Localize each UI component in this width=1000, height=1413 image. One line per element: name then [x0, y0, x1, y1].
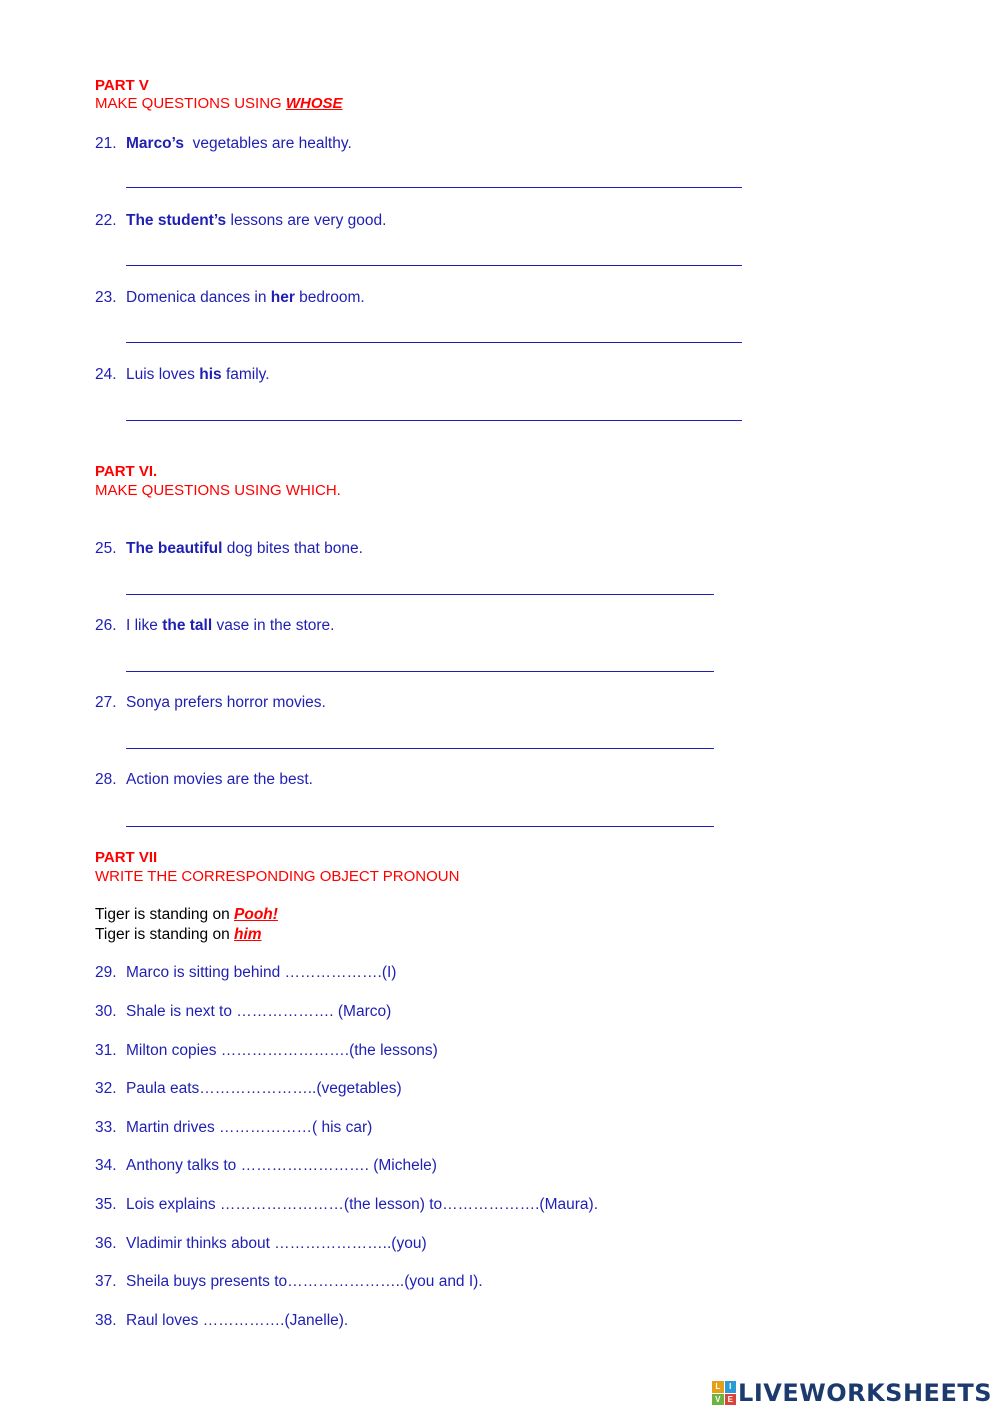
part-6-subtitle: MAKE QUESTIONS USING WHICH. [95, 482, 341, 499]
question-bold: his [199, 366, 222, 383]
question-pre: I like [126, 617, 163, 634]
question-bold: her [270, 289, 295, 306]
question-bold: the tall [162, 617, 213, 634]
question-25 [95, 539, 795, 559]
part-5-subtitle-emphasis: WHOSE [285, 95, 343, 112]
question-number: 22. [95, 212, 117, 229]
question-pre: Luis loves [126, 366, 200, 383]
question-text[interactable]: Shale is next to ………………. (Marco) [126, 1003, 392, 1020]
part-5-subtitle-prefix: MAKE QUESTIONS USING [95, 95, 286, 112]
question-number: 28. [95, 771, 117, 788]
answer-line-26[interactable] [126, 671, 714, 672]
liveworksheets-logo-icon [712, 1381, 736, 1405]
question-22 [95, 211, 795, 231]
example-line-2 [95, 925, 262, 945]
question-text: vase in the store. [212, 617, 335, 634]
question-text[interactable]: Lois explains ……………………(the lesson) to……………….(Maura). [126, 1196, 599, 1213]
question-32 [95, 1079, 795, 1099]
example-prefix: Tiger is standing on [95, 906, 235, 923]
question-30 [95, 1002, 795, 1022]
part-6-title: PART VI. [95, 463, 158, 480]
question-21 [95, 134, 795, 154]
question-28 [95, 770, 795, 790]
liveworksheets-logo[interactable] [712, 1379, 992, 1407]
question-26 [95, 616, 795, 636]
question-number: 23. [95, 289, 117, 306]
part-5-title: PART V [95, 77, 149, 94]
question-text: vegetables are healthy. [184, 135, 352, 152]
question-text: Sonya prefers horror movies. [126, 694, 326, 711]
question-31 [95, 1041, 795, 1061]
question-number: 30. [95, 1003, 117, 1020]
answer-line-22[interactable] [126, 265, 742, 266]
question-text: lessons are very good. [226, 212, 387, 229]
question-text: family. [221, 366, 270, 383]
question-text: bedroom. [294, 289, 365, 306]
part-7-title: PART VII [95, 849, 158, 866]
example-emphasis: him [234, 926, 262, 943]
question-number: 26. [95, 617, 117, 634]
logo-icon-letter: I [725, 1381, 737, 1393]
question-number: 25. [95, 540, 117, 557]
question-27 [95, 693, 795, 713]
question-bold: The beautiful [126, 540, 223, 557]
liveworksheets-logo-text: LIVEWORKSHEETS [738, 1379, 992, 1407]
question-number: 31. [95, 1042, 117, 1059]
question-number: 27. [95, 694, 117, 711]
question-number: 38. [95, 1312, 117, 1329]
example-emphasis: Pooh! [234, 906, 278, 923]
logo-icon-letter: E [725, 1394, 737, 1406]
part-7-subtitle: WRITE THE CORRESPONDING OBJECT PRONOUN [95, 868, 460, 885]
question-text: dog bites that bone. [222, 540, 363, 557]
question-text[interactable]: Martin drives ………………( his car) [126, 1119, 373, 1136]
answer-line-27[interactable] [126, 748, 714, 749]
question-pre: Domenica dances in [126, 289, 271, 306]
question-29 [95, 963, 795, 983]
question-number: 21. [95, 135, 117, 152]
question-text[interactable]: Milton copies …………………….(the lessons) [126, 1042, 438, 1059]
question-text[interactable]: Raul loves …………….(Janelle). [126, 1312, 349, 1329]
question-number: 29. [95, 964, 117, 981]
question-bold: The student’s [126, 212, 227, 229]
example-prefix: Tiger is standing on [95, 926, 235, 943]
logo-icon-letter: L [712, 1381, 724, 1393]
answer-line-24[interactable] [126, 420, 742, 421]
question-33 [95, 1118, 795, 1138]
answer-line-28[interactable] [126, 826, 714, 827]
question-number: 37. [95, 1273, 117, 1290]
question-24 [95, 365, 795, 385]
question-text: Action movies are the best. [126, 771, 313, 788]
question-bold: Marco’s [126, 135, 185, 152]
part-5-subtitle [95, 95, 343, 113]
question-36 [95, 1234, 795, 1254]
answer-line-21[interactable] [126, 187, 742, 188]
question-number: 36. [95, 1235, 117, 1252]
question-number: 33. [95, 1119, 117, 1136]
question-35 [95, 1195, 895, 1215]
example-line-1 [95, 905, 278, 925]
question-number: 35. [95, 1196, 117, 1213]
question-text[interactable]: Sheila buys presents to…………………..(you and I). [126, 1273, 483, 1290]
question-38 [95, 1311, 795, 1331]
question-number: 32. [95, 1080, 117, 1097]
answer-line-25[interactable] [126, 594, 714, 595]
question-number: 34. [95, 1157, 117, 1174]
logo-icon-letter: V [712, 1394, 724, 1406]
question-34 [95, 1156, 795, 1176]
question-number: 24. [95, 366, 117, 383]
question-23 [95, 288, 795, 308]
question-text[interactable]: Anthony talks to ……………………. (Michele) [126, 1157, 437, 1174]
question-text[interactable]: Vladimir thinks about …………………..(you) [126, 1235, 427, 1252]
question-text[interactable]: Paula eats…………………..(vegetables) [126, 1080, 402, 1097]
question-text[interactable]: Marco is sitting behind ……………….(I) [126, 964, 397, 981]
question-37 [95, 1272, 795, 1292]
answer-line-23[interactable] [126, 342, 742, 343]
